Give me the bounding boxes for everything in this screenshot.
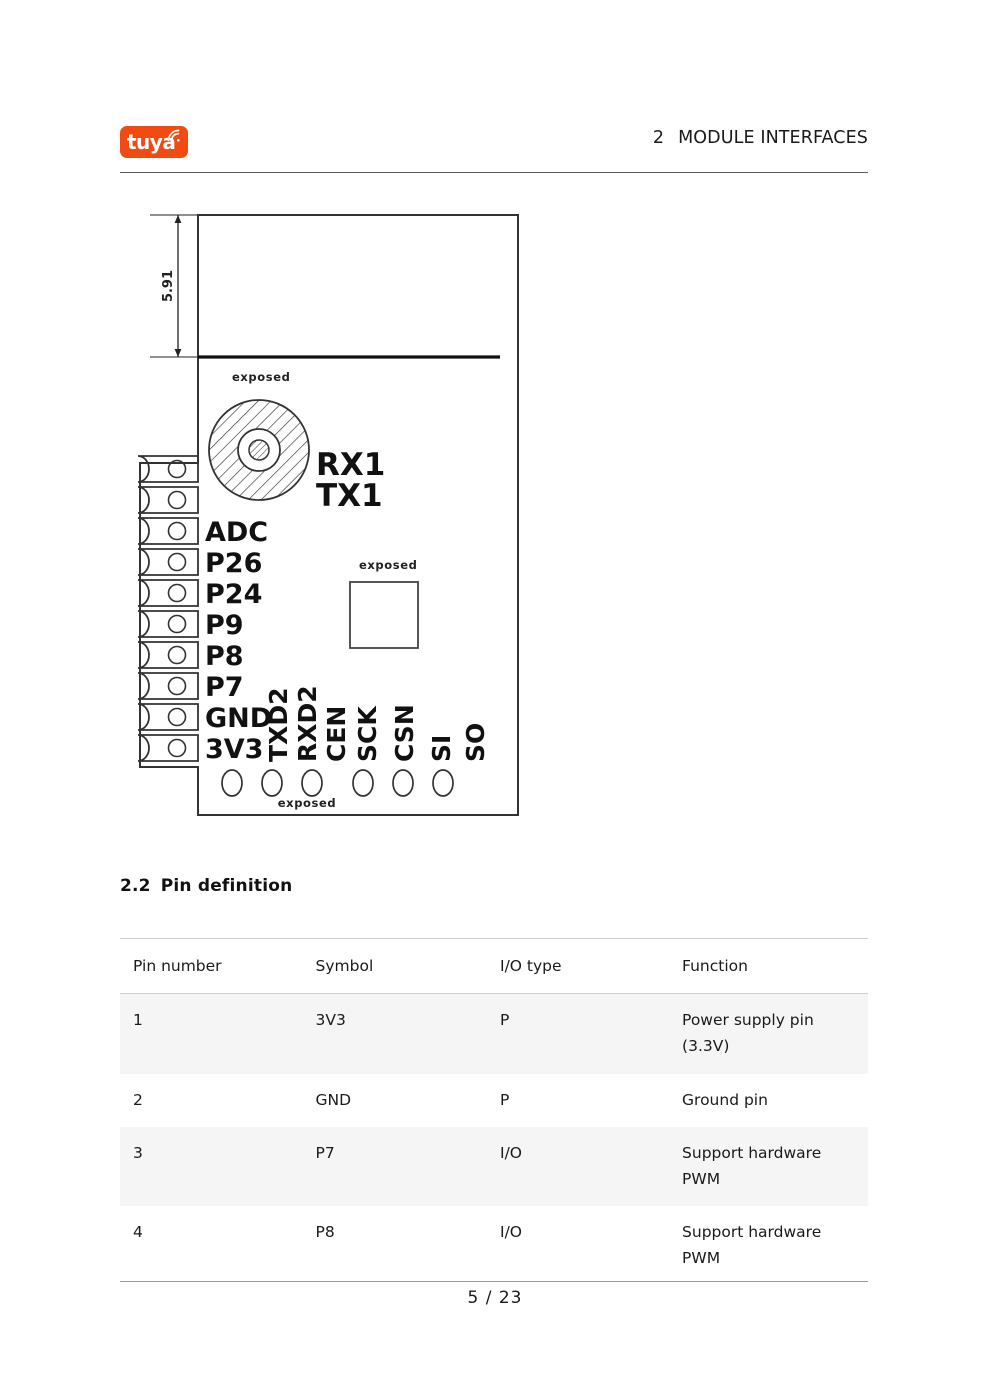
exposed-center-pad	[350, 582, 418, 648]
cell-pin-number: 2	[133, 1090, 143, 1109]
cell-function: Power supply pin (3.3V)	[682, 1011, 814, 1056]
bottom-pin-label-csn: CSN	[390, 704, 419, 762]
cell-symbol: P8	[315, 1223, 335, 1242]
module-diagram-svg	[120, 195, 880, 835]
left-pin-label-p9: P9	[205, 610, 244, 641]
page-header	[120, 124, 868, 174]
pin-definition-table	[120, 938, 868, 1285]
cell-pin-number: 4	[133, 1223, 143, 1242]
bottom-pin-label-si: SI	[427, 734, 456, 762]
exposed-label-mid: exposed	[359, 558, 418, 572]
cell-function: Support hardware PWM	[682, 1223, 822, 1267]
cell-symbol: P7	[315, 1144, 335, 1163]
left-pin-label-p8: P8	[205, 641, 244, 672]
table-header	[120, 939, 868, 994]
module-layout-diagram	[120, 195, 880, 835]
header-section-title	[653, 128, 868, 148]
left-pin-label-adc: ADC	[205, 517, 269, 548]
column-header-io-type: I/O type	[500, 957, 562, 975]
cell-symbol: 3V3	[315, 1011, 346, 1030]
tuya-logo	[120, 126, 188, 158]
table-header-row	[120, 939, 868, 994]
left-pin-label-gnd: GND	[205, 703, 273, 734]
diagram-dimension-label: 5.91	[161, 269, 176, 303]
column-header-function: Function	[682, 957, 748, 975]
bottom-pad-holes	[222, 770, 453, 796]
footer-divider	[120, 1281, 868, 1282]
table-row	[120, 1074, 868, 1128]
bottom-pin-label-sck: SCK	[353, 706, 382, 762]
cell-pin-number: 3	[133, 1144, 143, 1163]
column-header-symbol: Symbol	[315, 957, 374, 975]
exposed-label-top: exposed	[232, 370, 291, 384]
cell-function: Support hardware PWM	[682, 1144, 822, 1188]
cell-io-type: P	[500, 1090, 510, 1109]
section-heading-title: Pin definition	[160, 876, 293, 896]
header-section-name: MODULE INTERFACES	[678, 128, 868, 148]
bottom-pin-labels	[264, 685, 490, 762]
header-divider	[120, 172, 868, 173]
table-body	[120, 994, 868, 1285]
left-pin-label-p24: P24	[205, 579, 263, 610]
bottom-pin-label-txd2: TXD2	[264, 687, 293, 762]
section-heading	[120, 876, 292, 896]
table-row	[120, 1206, 868, 1285]
antenna-feed-circle	[209, 400, 309, 500]
cell-pin-number: 1	[133, 1011, 143, 1030]
antenna-label-tx1: TX1	[316, 478, 383, 514]
exposed-label-bottom: exposed	[277, 796, 337, 810]
page-number: 5 / 23	[467, 1288, 523, 1308]
antenna-label-rx1: RX1	[316, 447, 386, 483]
column-header-pin-number: Pin number	[133, 957, 222, 975]
left-pad-holes	[169, 461, 186, 757]
cell-io-type: P	[500, 1011, 510, 1030]
cell-function: Ground pin	[682, 1090, 768, 1109]
left-pin-label-p26: P26	[205, 548, 263, 579]
table-row	[120, 994, 868, 1074]
left-pin-label-p7: P7	[205, 672, 244, 703]
bottom-pin-label-rxd2: RXD2	[293, 685, 322, 762]
cell-io-type: I/O	[500, 1223, 522, 1242]
table-row	[120, 1127, 868, 1206]
logo-wordmark: tuya	[127, 130, 176, 154]
wifi-arc-icon	[166, 128, 181, 143]
bottom-pin-label-cen: CEN	[322, 705, 351, 762]
header-section-number: 2	[652, 128, 665, 148]
left-pin-label-3v3: 3V3	[205, 734, 264, 765]
cell-symbol: GND	[315, 1090, 352, 1109]
left-pin-labels	[205, 517, 272, 765]
bottom-pin-label-so: SO	[461, 722, 490, 762]
section-heading-number: 2.2	[120, 876, 151, 896]
cell-io-type: I/O	[500, 1144, 522, 1163]
